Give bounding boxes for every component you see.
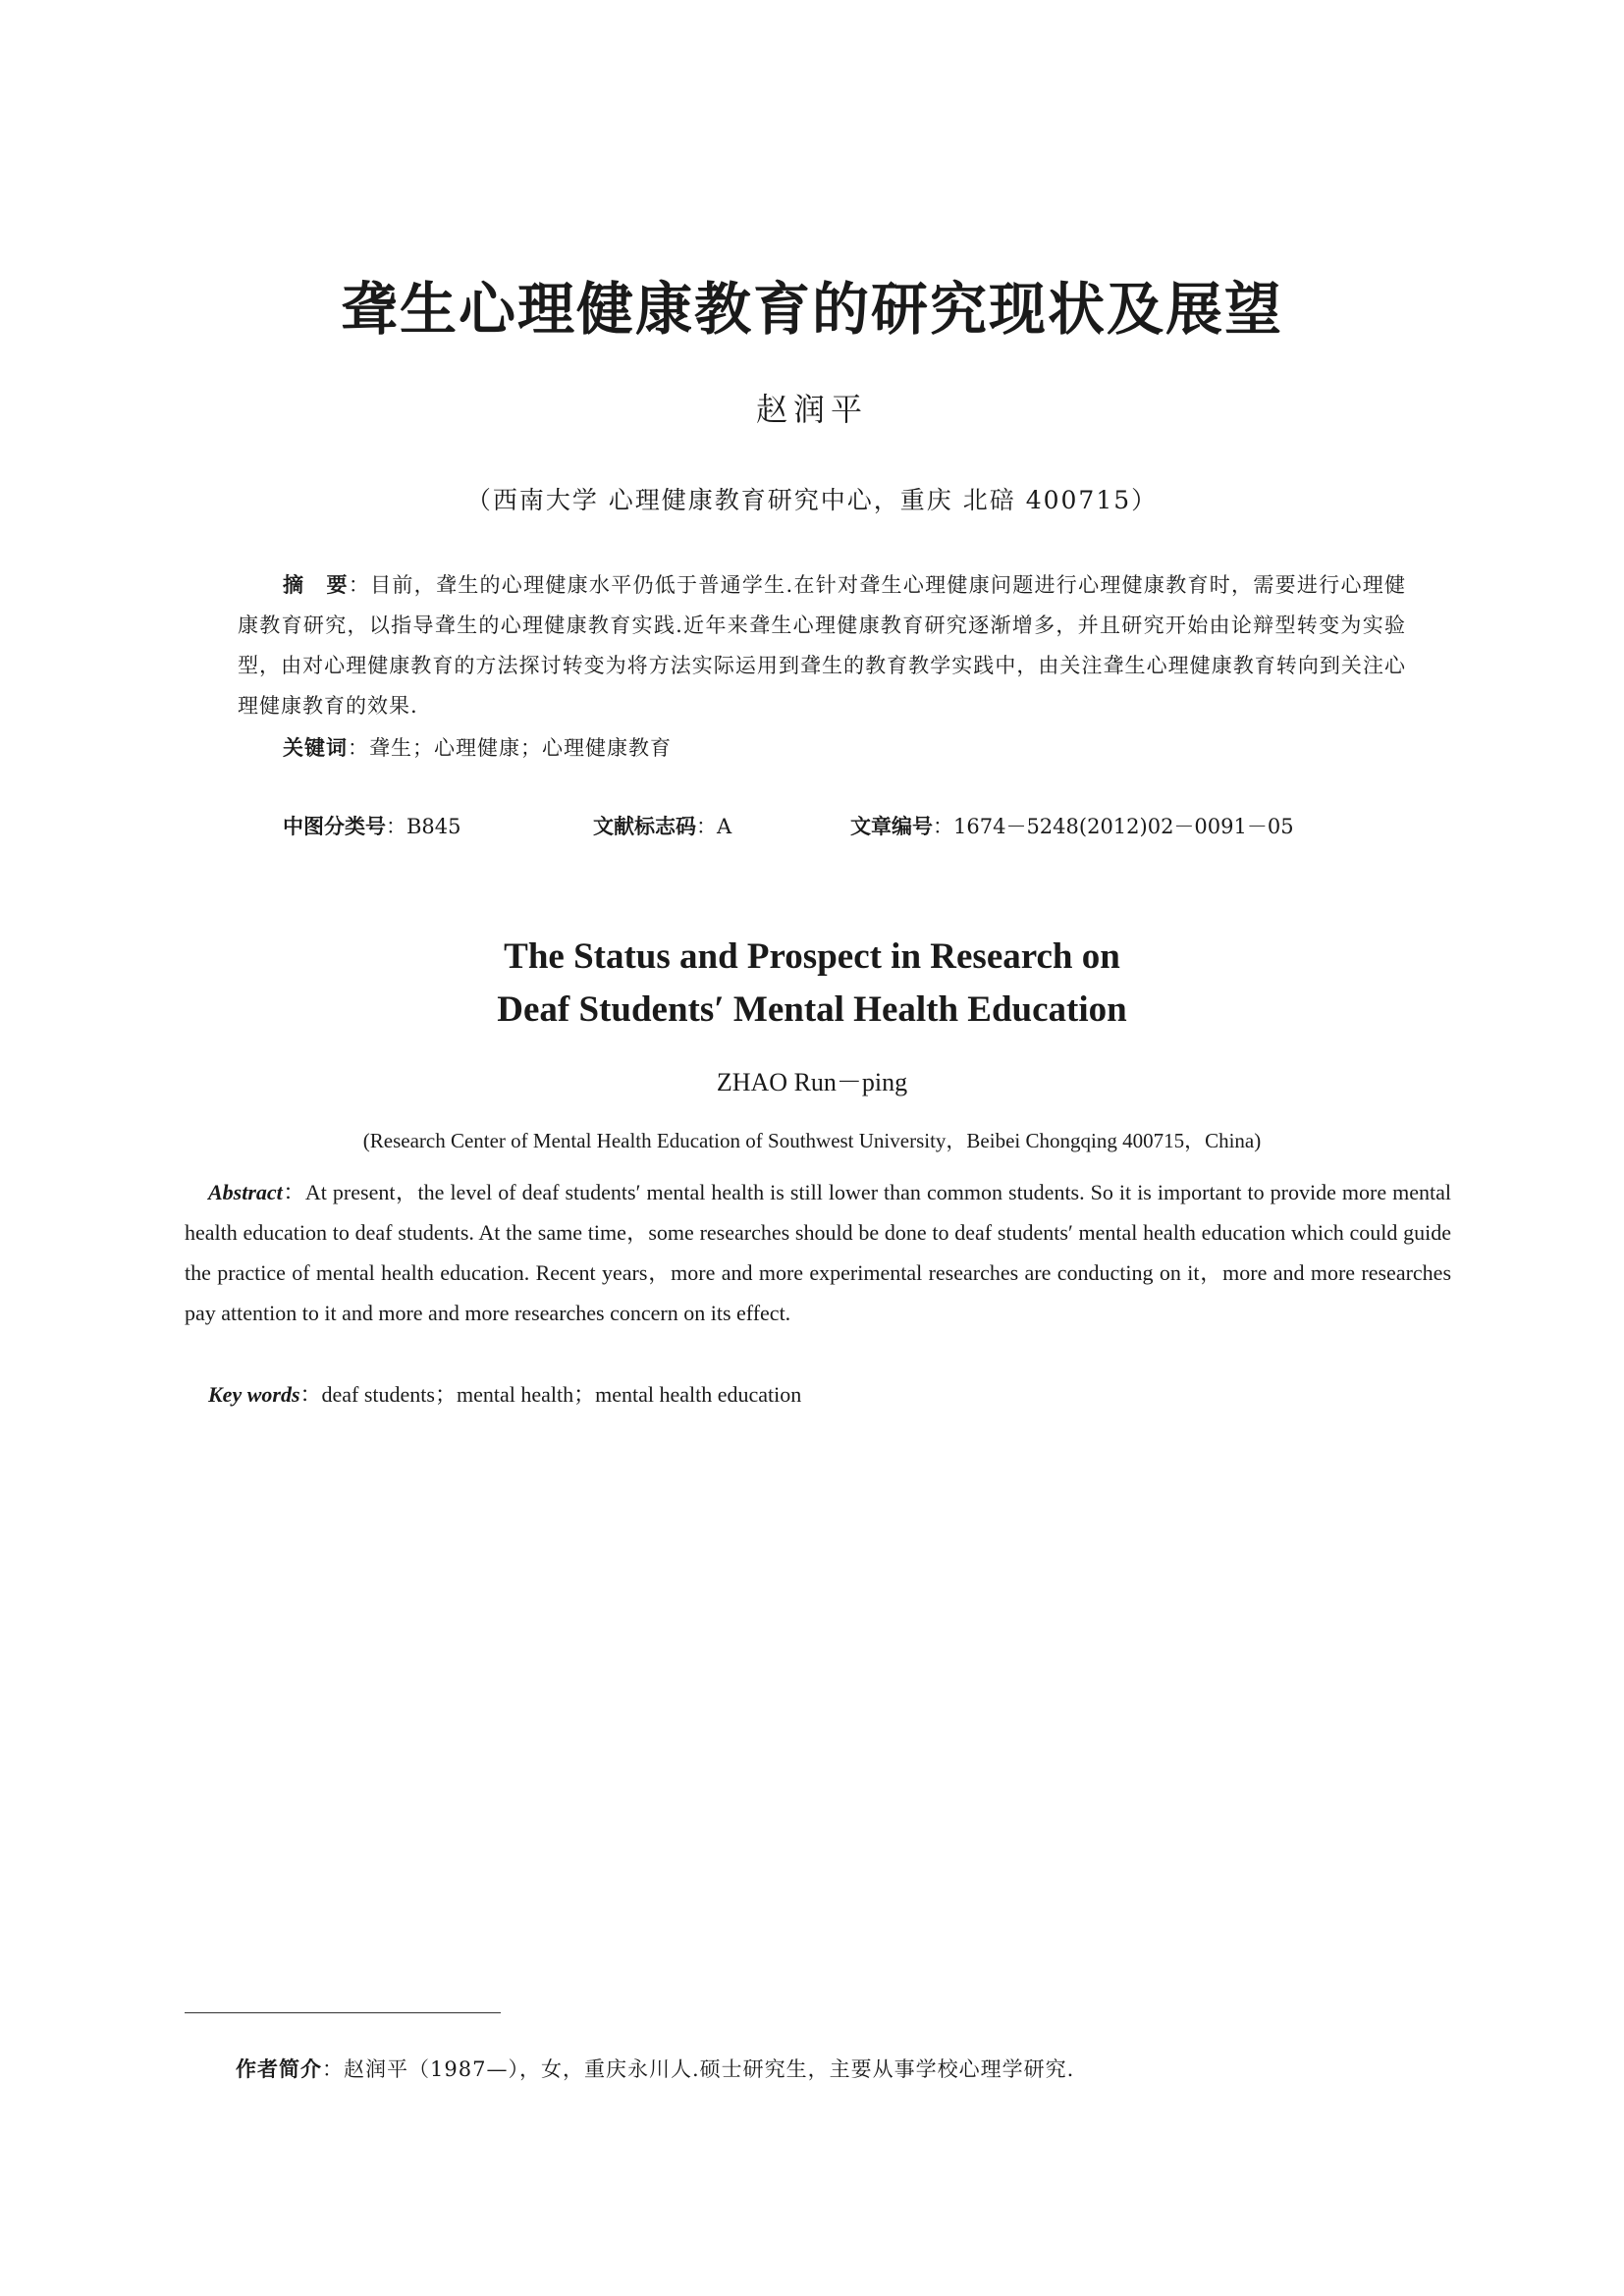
clc-number <box>283 807 461 847</box>
doc-code-label: 文献标志码 <box>593 815 696 838</box>
article-number <box>850 807 1294 847</box>
footnote-label: 作者简介 <box>236 2057 322 2081</box>
english-keywords <box>208 1374 801 1415</box>
chinese-abstract-text: ：目前，聋生的心理健康水平仍低于普通学生.在针对聋生心理健康问题进行心理健康教育时，需要进行心理健康教育研究，以指导聋生的心理健康教育实践.近年来聋生心理健康教育研究逐渐增多，并且研究开始由论辩型转变为实验型，由对心理健康教育的方法探讨转变为将方法实际运用到聋生的教育教学实践中，由关注聋生心理健康教育转向到关注心理健康教育的效果. <box>238 573 1406 718</box>
english-title <box>0 931 1624 1037</box>
clc-value: ：B845 <box>386 815 461 838</box>
footnote-text: ：赵润平（1987—），女，重庆永川人.硕士研究生，主要从事学校心理学研究. <box>322 2057 1075 2081</box>
author-footnote <box>236 2052 1074 2087</box>
english-title-line-1: The Status and Prospect in Research on <box>504 936 1120 977</box>
document-code <box>593 807 731 847</box>
article-no-value: ：1674－5248(2012)02－0091－05 <box>933 815 1294 838</box>
footnote-divider <box>185 2012 501 2013</box>
english-abstract-text: ：At present，the level of deaf students′ mental health is still lower than common students. So it is important to provide more mental health education to deaf students. At the same time，some researches should be done to deaf students′ mental health education which could guide the practice of mental health education. Recent years，more and more experimental researches are conducting on it，more and more researches pay attention to it and more and more researches concern on its effect. <box>185 1180 1451 1325</box>
english-keywords-text: ：deaf students；mental health；mental health education <box>299 1382 802 1407</box>
english-author: ZHAO Run－ping <box>716 1068 908 1096</box>
chinese-affiliation: （西南大学 心理健康教育研究中心，重庆 北碚 400715） <box>465 486 1159 514</box>
chinese-abstract <box>238 565 1406 726</box>
english-abstract-label: Abstract <box>208 1180 283 1204</box>
clc-label: 中图分类号 <box>283 815 386 838</box>
doc-code-value: ：A <box>696 815 732 838</box>
english-title-line-2: Deaf Students′ Mental Health Education <box>497 989 1127 1030</box>
english-affiliation: (Research Center of Mental Health Education of Southwest University，Beibei Chongqing 400715，China) <box>362 1129 1262 1152</box>
english-keywords-label: Key words <box>208 1382 300 1407</box>
english-abstract <box>185 1172 1451 1333</box>
chinese-keywords <box>283 728 672 769</box>
chinese-keywords-text: ：聋生；心理健康；心理健康教育 <box>348 736 672 760</box>
chinese-author: 赵润平 <box>755 391 868 428</box>
chinese-title: 聋生心理健康教育的研究现状及展望 <box>340 276 1283 343</box>
chinese-abstract-label: 摘 要 <box>283 573 349 597</box>
article-no-label: 文章编号 <box>850 815 933 838</box>
chinese-keywords-label: 关键词 <box>283 736 348 760</box>
